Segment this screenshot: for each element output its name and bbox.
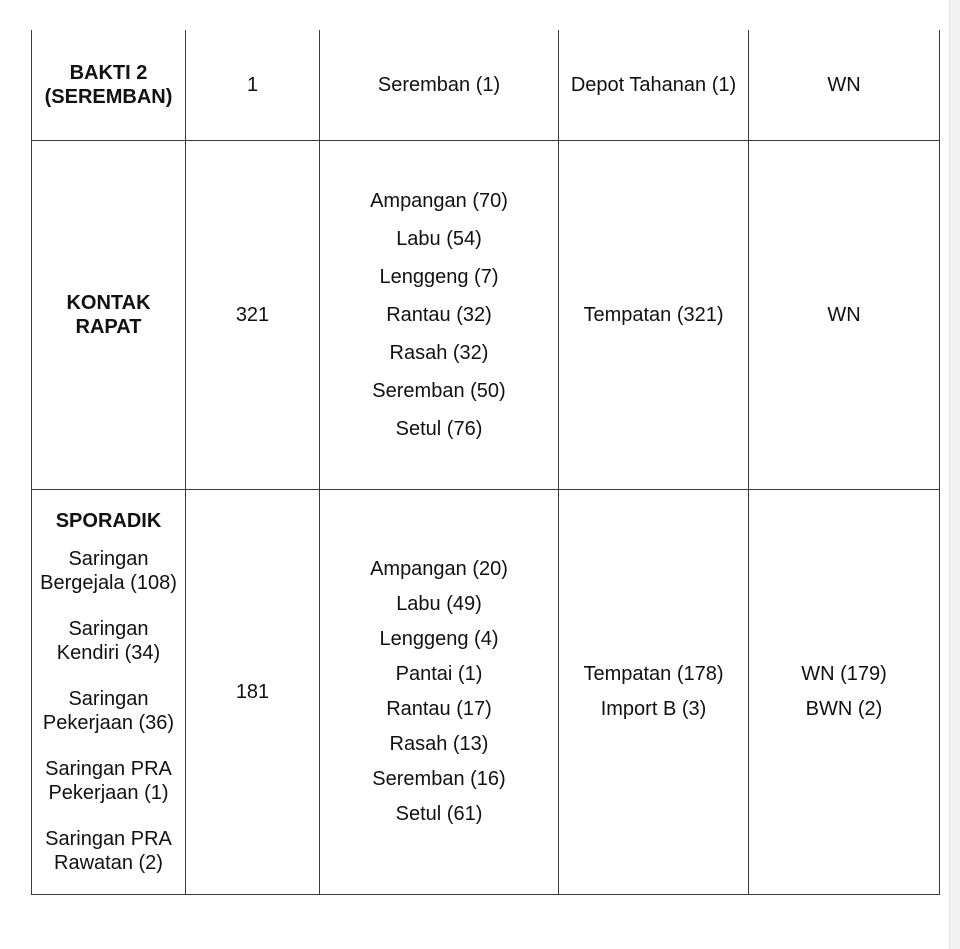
- citizenship-item: WN: [827, 303, 861, 326]
- source-item: Depot Tahanan (1): [570, 73, 737, 96]
- location-item: Labu (54): [396, 227, 482, 250]
- case-count: 181: [235, 680, 270, 703]
- category-cell: [32, 489, 186, 894]
- location-item: Rasah (13): [389, 733, 489, 755]
- location-item: Pantai (1): [395, 663, 483, 685]
- location-cell: [320, 489, 559, 894]
- subcategory-item: Saringan PRA Rawatan (2): [45, 827, 172, 874]
- count-cell: [186, 489, 320, 894]
- subcategory-item: Saringan Bergejala (108): [40, 547, 177, 594]
- citizenship-item: WN (179): [801, 663, 887, 685]
- citizenship-cell: [749, 489, 940, 894]
- subcategory-item: Saringan PRA Pekerjaan (1): [45, 757, 172, 804]
- source-item: Tempatan (321): [583, 303, 724, 326]
- location-item: Ampangan (20): [370, 558, 508, 580]
- page-edge: [949, 0, 960, 949]
- location-item: Rantau (17): [386, 698, 492, 720]
- location-item: Seremban (1): [377, 73, 501, 96]
- citizenship-item: BWN (2): [805, 698, 883, 720]
- category-label: BAKTI 2 (SEREMBAN): [44, 61, 173, 108]
- category-label: KONTAK RAPAT: [66, 291, 151, 338]
- citizenship-cell: [749, 140, 940, 489]
- category-cell: [32, 30, 186, 140]
- source-item: Import B (3): [600, 698, 707, 720]
- table-row: [32, 140, 940, 489]
- subcategory-item: Saringan Pekerjaan (36): [42, 687, 175, 734]
- location-cell: [320, 140, 559, 489]
- location-item: Rasah (32): [389, 341, 489, 364]
- case-count: 1: [246, 73, 259, 96]
- category-cell: [32, 140, 186, 489]
- location-item: Seremban (16): [372, 768, 506, 790]
- source-cell: [559, 140, 749, 489]
- location-item: Lenggeng (7): [379, 265, 499, 288]
- location-item: Ampangan (70): [370, 189, 508, 212]
- source-cell: [559, 489, 749, 894]
- citizenship-item: WN: [827, 73, 861, 96]
- location-item: Setul (76): [395, 417, 483, 440]
- count-cell: [186, 30, 320, 140]
- citizenship-cell: [749, 30, 940, 140]
- table-row: [32, 30, 940, 140]
- table-row: [32, 489, 940, 894]
- location-cell: [320, 30, 559, 140]
- category-label: SPORADIK: [55, 509, 162, 532]
- location-item: Seremban (50): [372, 379, 506, 402]
- source-cell: [559, 30, 749, 140]
- location-item: Labu (49): [396, 593, 482, 615]
- location-item: Lenggeng (4): [379, 628, 499, 650]
- location-item: Rantau (32): [386, 303, 492, 326]
- source-item: Tempatan (178): [583, 663, 724, 685]
- count-cell: [186, 140, 320, 489]
- case-table: [31, 30, 940, 895]
- location-item: Setul (61): [395, 803, 483, 825]
- case-count: 321: [235, 303, 270, 326]
- subcategory-item: Saringan Kendiri (34): [56, 617, 161, 664]
